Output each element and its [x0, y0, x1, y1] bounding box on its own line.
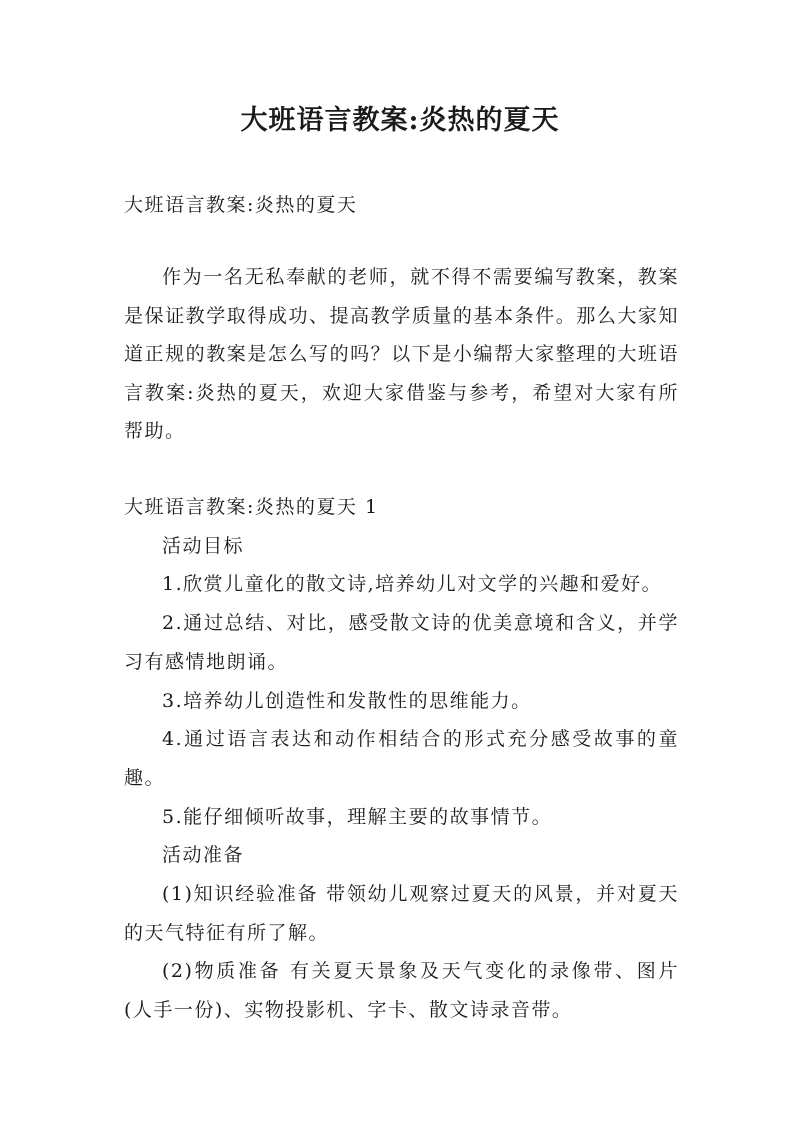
section-heading: 大班语言教案:炎热的夏天 1 [124, 496, 379, 518]
prep-item-1: (1)知识经验准备 带领幼儿观察过夏天的风景，并对夏天的天气特征有所了解。 [124, 883, 679, 944]
document-title: 大班语言教案:炎热的夏天 [240, 105, 560, 136]
goal-item-5: 5.能仔细倾听故事，理解主要的故事情节。 [162, 805, 553, 828]
lesson-section [124, 488, 679, 1030]
prep-item-2: (2)物质准备 有关夏天景象及天气变化的录像带、图片(人手一份)、实物投影机、字卡、散文诗录音带。 [124, 960, 679, 1022]
intro-paragraph: 作为一名无私奉献的老师，就不得不需要编写教案，教案是保证教学取得成功、提高教学质量的基本条件。那么大家知道正规的教案是怎么写的吗？以下是小编帮大家整理的大班语言教案:炎热的夏天，欢迎大家借鉴与参考，希望对大家有所帮助。 [124, 266, 679, 442]
goal-item-3: 3.培养幼儿创造性和发散性的思维能力。 [162, 689, 532, 712]
goal-item-1: 1.欣赏儿童化的散文诗,培养幼儿对文学的兴趣和爱好。 [162, 573, 663, 596]
prep-heading: 活动准备 [162, 844, 245, 867]
goals-heading: 活动目标 [162, 534, 245, 557]
document-subtitle: 大班语言教案:炎热的夏天 [124, 194, 358, 216]
goal-item-2: 2.通过总结、对比，感受散文诗的优美意境和含义，并学习有感情地朗诵。 [124, 612, 679, 673]
goal-item-4: 4.通过语言表达和动作相结合的形式充分感受故事的童趣。 [124, 728, 679, 789]
